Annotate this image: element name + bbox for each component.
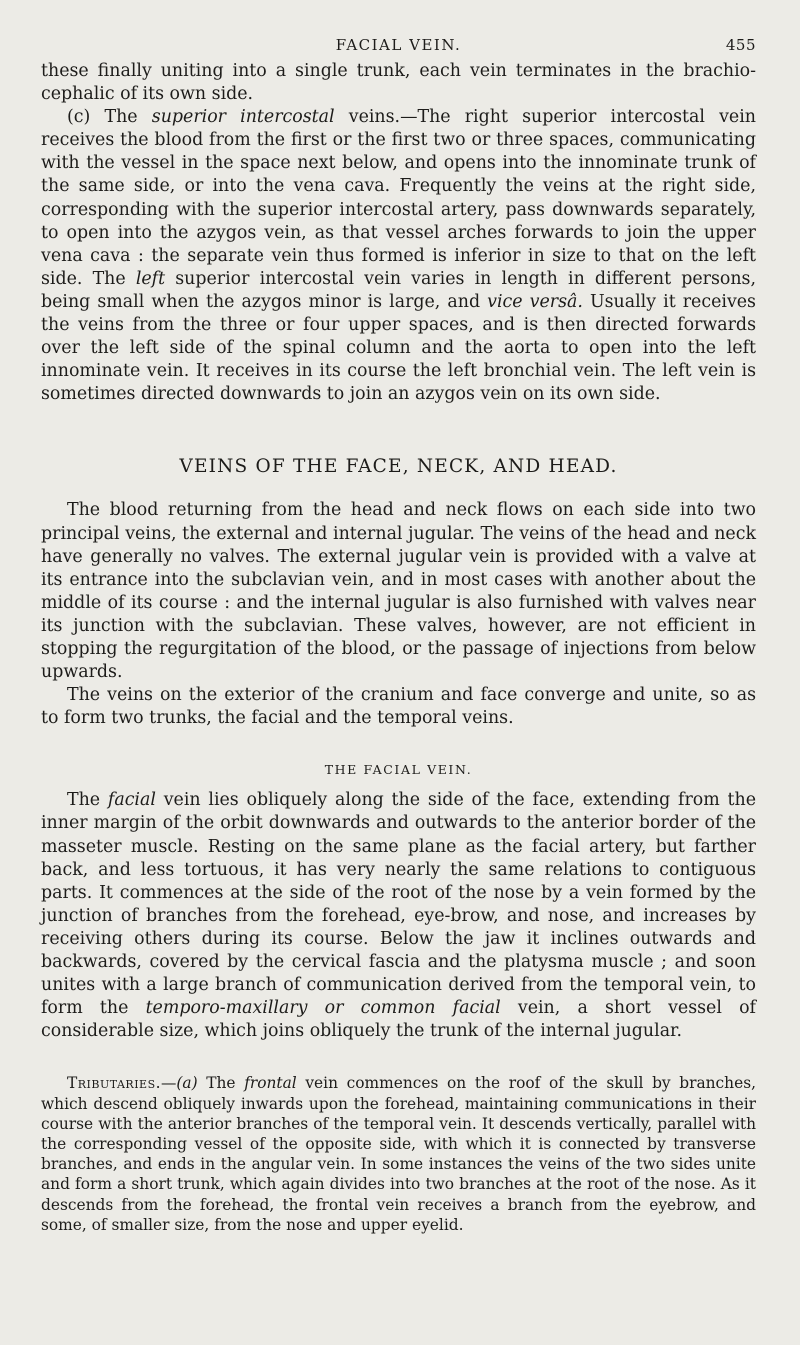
- paragraph-text: superior intercostal vein varies in length in different persons, being small when the azygos minor is large, and: [41, 268, 756, 312]
- tributary-marker: (a): [176, 1074, 198, 1093]
- superior-intercostal-paragraph: [41, 106, 756, 406]
- section-paragraph: The blood returning from the head and neck flows on each side into two principal veins, the external and internal jugular. The veins of the head and neck have generally no valves. The external jugular vein is provided with a valve at its entrance into the subclavian vein, and in most cases with another about the middle of its course : and the internal jugular is also furnished with valves near its junction with the subclavian. These valves, however, are not efficient in stopping the regurgitation of the blood, or the passage of injections from below upwards.: [41, 500, 756, 683]
- facial-vein-text: [41, 789, 756, 1043]
- facial-vein-paragraph: [41, 789, 756, 1043]
- continuation-text: [41, 60, 756, 406]
- paragraph-text: The: [67, 790, 108, 811]
- term-vice-versa: vice versâ.: [487, 291, 583, 312]
- running-title: FACIAL VEIN.: [335, 36, 462, 54]
- paragraph-label: (c) The: [67, 107, 152, 128]
- term-frontal: frontal: [244, 1074, 297, 1093]
- paragraph-text: vein, a short vessel of considerable size, which joins obliquely the trunk of the internal jugular.: [41, 998, 756, 1042]
- paragraph-text: veins.—The right superior intercostal vein receives the blood from the first or the first two or three spaces, communicating with the vessel in the space next below, and opens into the innominate trunk of the same side, or into the vena cava. Frequently the veins at the right side, corresponding with the superior intercostal artery, pass downwards separately, to open into the azygos vein, as that vessel arches forwards to join the upper vena cava : the separate vein thus formed is inferior in size to that on the left side. The: [41, 107, 756, 289]
- paragraph-text: vein commences on the roof of the skull by branches, which descend obliquely inwards upon the forehead, maintaining communications in their course with the anterior branches of the temporal vein. It descends vertically, parallel with the corresponding vessel of the opposite side, with which it is connected by transverse branches, and ends in the angular vein. In some instances the veins of the two sides unite and form a short trunk, which again divides into two branches at the root of the nose. As it descends from the forehead, the frontal vein receives a branch from the eyebrow, and some, of smaller size, from the nose and upper eyelid.: [41, 1074, 756, 1234]
- subsection-heading: THE FACIAL VEIN.: [324, 762, 473, 778]
- term-superior-intercostal: superior intercostal: [151, 107, 335, 128]
- paragraph-text: The: [197, 1074, 245, 1093]
- tributaries-label: Tributaries.: [67, 1074, 162, 1093]
- dash: —: [161, 1074, 177, 1093]
- running-header: [41, 30, 756, 60]
- tributaries-text: [41, 1073, 756, 1235]
- paragraph-text: vein lies obliquely along the side of the face, extending from the inner margin of the orbit downwards and outwards to the anterior border of the masseter muscle. Resting on the same plane as the facial artery, but farther back, and less tortuous, it has very nearly the same relations to contiguous parts. It commences at the side of the root of the nose by a vein formed by the junction of branches from the forehead, eye-brow, and nose, and increases by receiving others during its course. Below the jaw it inclines outwards and backwards, covered by the cervical fascia and the platysma muscle ; and soon unites with a large branch of communication derived from the temporal vein, to form the: [41, 790, 757, 1019]
- tributaries-paragraph: [41, 1073, 756, 1235]
- term-left: left: [135, 268, 166, 289]
- continuation-paragraph: these finally uniting into a single trunk, each vein terminates in the brachio-cephalic of its own side.: [41, 61, 756, 105]
- paragraph-text: Usually it receives the veins from the three or four upper spaces, and is then directed forwards over the left side of the spinal column and the aorta to open into the left innominate vein. It receives in its course the left bronchial vein. The left vein is sometimes directed downwards to join an azygos vein on its own side.: [41, 291, 756, 405]
- section-text: [41, 499, 756, 730]
- page-number: 455: [725, 36, 756, 54]
- term-facial: facial: [107, 790, 156, 811]
- section-paragraph: The veins on the exterior of the cranium and face converge and unite, so as to form two trunks, the facial and the temporal veins.: [41, 685, 756, 729]
- section-heading: VEINS OF THE FACE, NECK, AND HEAD.: [179, 456, 618, 478]
- term-temporo-maxillary: temporo-maxillary or common facial: [145, 998, 501, 1019]
